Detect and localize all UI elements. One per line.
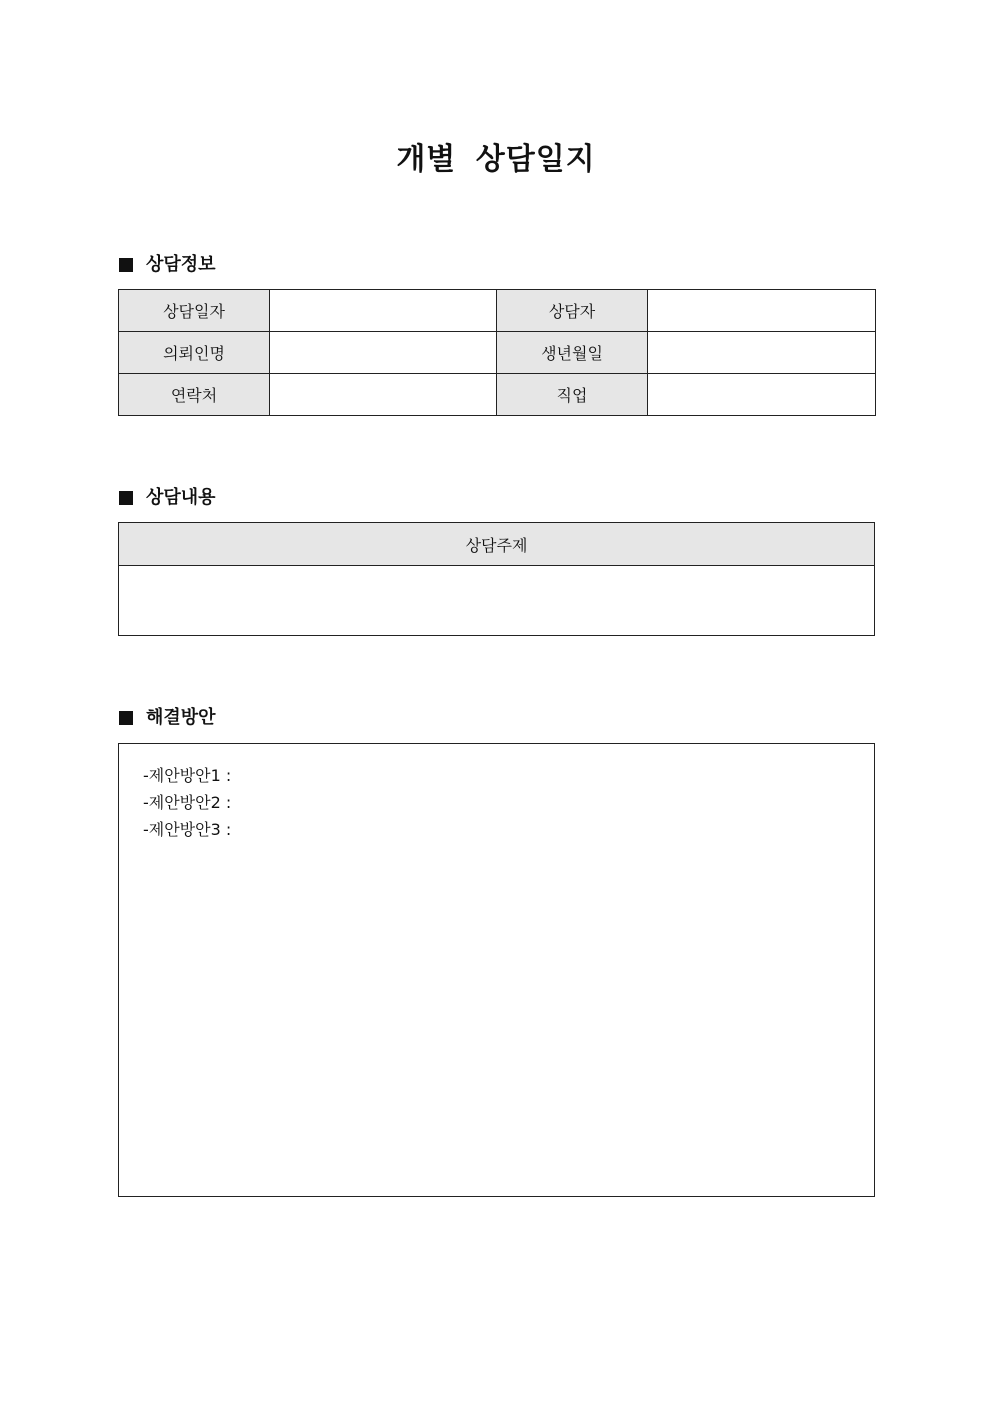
field-label-client-name: 의뢰인명 (119, 332, 270, 374)
proposal-item-3: -제안방안3 : (143, 820, 232, 839)
field-label-counselor: 상담자 (497, 290, 648, 332)
field-label-contact: 연락처 (119, 374, 270, 416)
square-bullet-icon (119, 711, 133, 725)
table-row (119, 332, 876, 374)
field-label-occupation: 직업 (497, 374, 648, 416)
info-table (118, 289, 876, 416)
field-value-occupation[interactable] (648, 374, 876, 416)
square-bullet-icon (119, 258, 133, 272)
section-heading-info (119, 253, 216, 277)
proposal-list (143, 762, 231, 843)
section-heading-label: 해결방안 (146, 707, 216, 728)
field-label-topic: 상담주제 (119, 523, 875, 566)
proposal-item-2: -제안방안2 : (143, 793, 232, 812)
field-value-counselor[interactable] (648, 290, 876, 332)
proposal-item-1: -제안방안1 : (143, 766, 232, 785)
square-bullet-icon (119, 491, 133, 505)
content-table (118, 522, 875, 636)
table-row (119, 523, 875, 566)
section-heading-label: 상담정보 (146, 254, 216, 275)
section-heading-label: 상담내용 (146, 487, 216, 508)
table-row (119, 566, 875, 636)
section-heading-content (119, 486, 216, 510)
table-row (119, 290, 876, 332)
field-value-contact[interactable] (270, 374, 497, 416)
section-heading-solution (119, 706, 216, 730)
page-title: 개별 상담일지 (396, 142, 596, 177)
table-row (119, 374, 876, 416)
field-label-consult-date: 상담일자 (119, 290, 270, 332)
field-label-birth-date: 생년월일 (497, 332, 648, 374)
field-value-topic[interactable] (119, 566, 875, 636)
field-value-client-name[interactable] (270, 332, 497, 374)
solution-box[interactable] (118, 743, 875, 1197)
field-value-birth-date[interactable] (648, 332, 876, 374)
field-value-consult-date[interactable] (270, 290, 497, 332)
